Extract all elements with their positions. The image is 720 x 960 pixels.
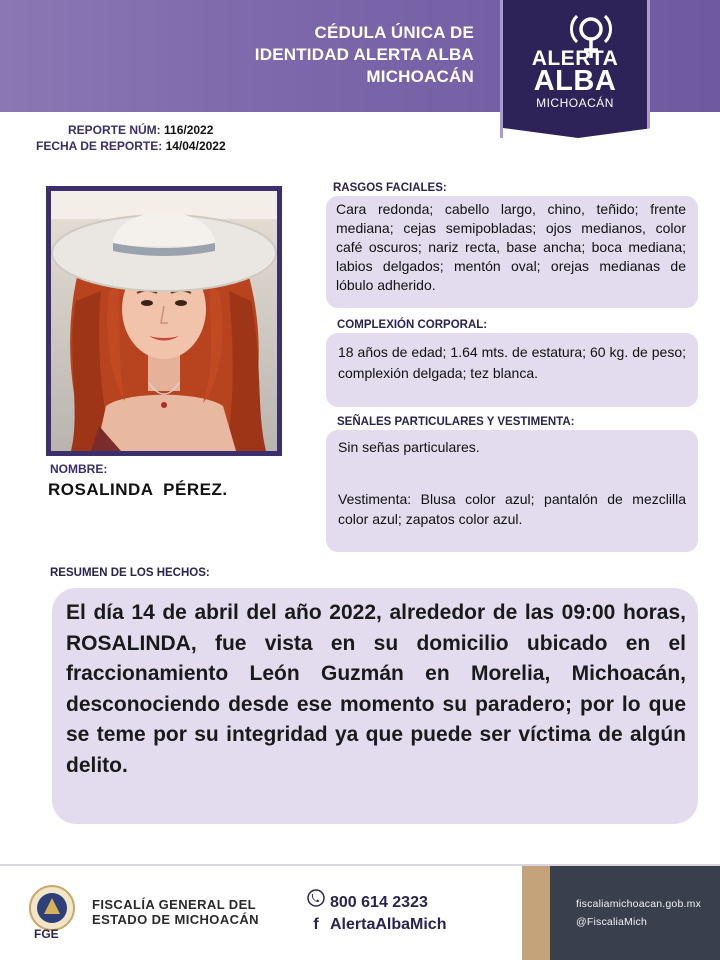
complexion-label: COMPLEXIÓN CORPORAL: [337,319,488,331]
name-value: ROSALINDA PÉREZ. [48,480,228,499]
fiscalia-name [92,897,259,927]
marks-clothing-box [326,430,698,552]
report-number-value: 116/2022 [164,123,214,137]
facebook-handle: AlertaAlbaMich [330,916,447,933]
marks-clothing-label: SEÑALES PARTICULARES Y VESTIMENTA: [337,416,575,428]
facebook-contact[interactable] [306,916,446,934]
facial-features-text: Cara redonda; cabello largo, chino, teñido; frente mediana; cejas semipobladas; ojos medianos, color café oscuros; nariz recta, base ancha; boca mediana; labios delgados; mentón oval; orejas medianas de lóbulo adherido. [336,201,686,293]
phone-icon [306,889,326,912]
fge-seal-text: FGE [34,927,59,941]
marks-text: Sin señas particulares. [338,439,480,455]
report-number-label: REPORTE NÚM: [68,123,161,137]
complexion-box [326,333,698,407]
facial-features-label: RASGOS FACIALES: [333,182,447,194]
fiscalia-line-2: ESTADO DE MICHOACÁN [92,912,259,927]
report-date-label: FECHA DE REPORTE: [36,139,163,153]
person-photo [46,186,282,456]
report-date-value: 14/04/2022 [165,139,226,153]
logo-text-michoacan: MICHOACÁN [536,96,614,110]
complexion-text: 18 años de edad; 1.64 mts. de estatura; 60 kg. de peso; complexión delgada; tez blanca. [338,344,686,381]
summary-label: RESUMEN DE LOS HECHOS: [50,567,210,579]
facial-features-box [326,196,698,308]
title-line-1: CÉDULA ÚNICA DE [314,23,474,42]
phone-number: 800 614 2323 [330,894,428,911]
report-date-row [36,139,226,153]
footer-dark-panel [550,866,720,960]
logo-text-alerta: ALERTA [531,47,619,70]
footer-accent-bar [522,866,550,960]
facebook-icon: f [313,916,319,933]
fiscalia-line-1: FISCALÍA GENERAL DEL [92,897,257,912]
report-number-row [68,123,213,137]
phone-contact[interactable] [306,889,428,912]
title-line-2: IDENTIDAD ALERTA ALBA [254,45,474,64]
logo-text-alba: ALBA [533,65,617,97]
website-link[interactable]: fiscaliamichoacan.gob.mx [576,898,702,910]
summary-box [52,588,698,824]
page-title [174,22,474,88]
summary-text: El día 14 de abril del año 2022, alrededor de las 09:00 horas, ROSALINDA, fue vista en su domicilio ubicado en el fraccionamiento León Guzmán en Morelia, Michoacán, desconociendo desde ese momento su paradero; por lo que se teme por su integridad ya que puede ser víctima de algún delito. [66,601,686,777]
twitter-handle[interactable]: @FiscaliaMich [576,916,648,928]
title-line-3: MICHOACÁN [366,67,474,86]
name-label: NOMBRE: [50,462,108,476]
clothing-text: Vestimenta: Blusa color azul; pantalón de mezclilla color azul; zapatos color azul. [338,491,686,527]
